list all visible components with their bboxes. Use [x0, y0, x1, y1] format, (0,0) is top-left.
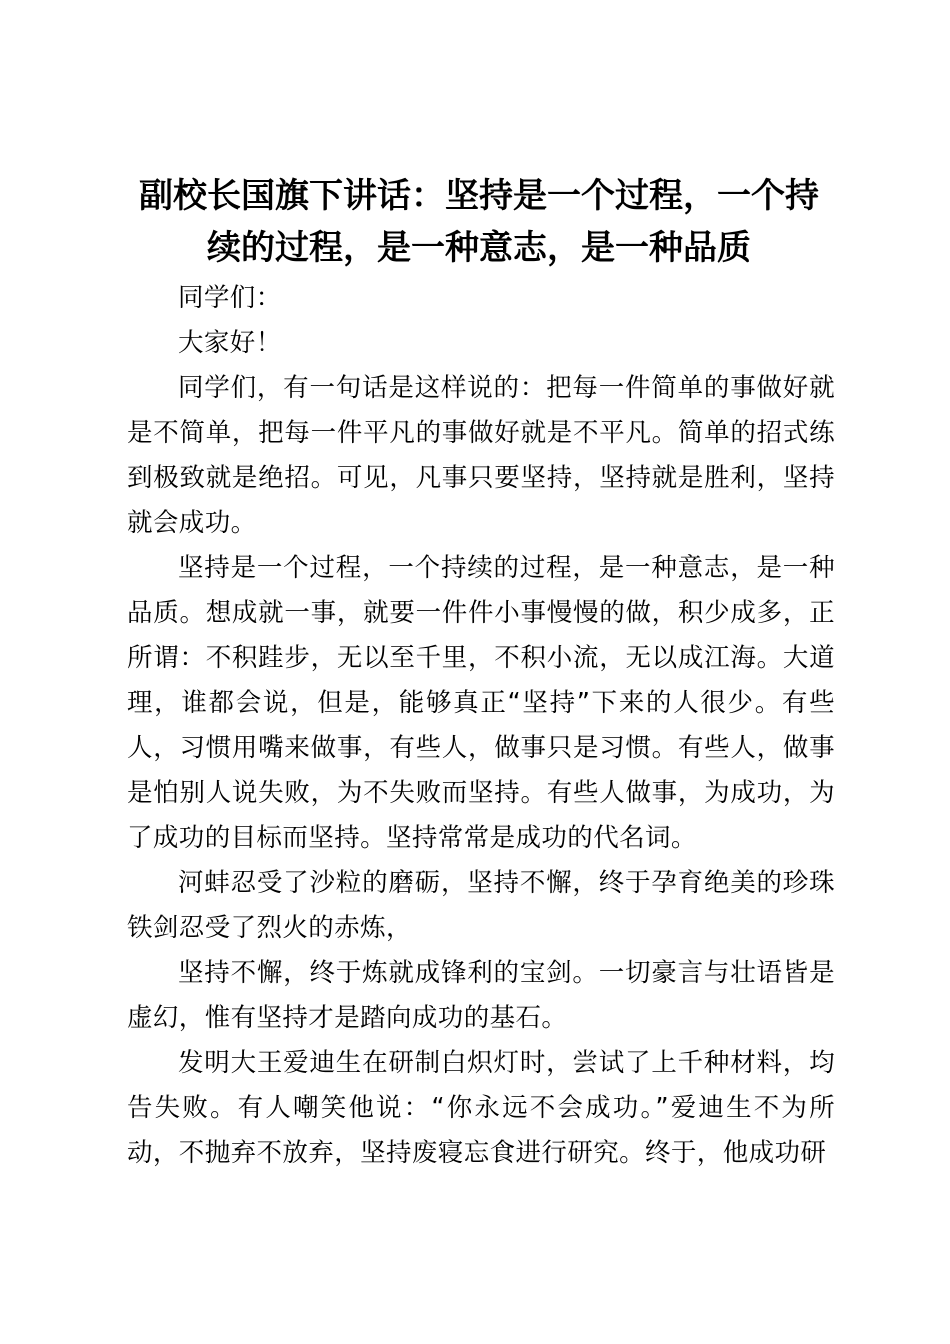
body-paragraph-1: 同学们，有一句话是这样说的：把每一件简单的事做好就是不简单，把每一件平凡的事做好就是不平凡。简单的招式练到极致就是绝招。可见，凡事只要坚持，坚持就是胜利，坚持就会成功。: [127, 373, 835, 538]
page-title: 副校长国旗下讲话：坚持是一个过程，一个持续的过程，是一种意志，是一种品质: [139, 176, 819, 268]
document-body: [127, 276, 835, 1176]
greeting-paragraph: 同学们：: [178, 283, 282, 313]
body-paragraph-3: 河蚌忍受了沙粒的磨砺，坚持不懈，终于孕育绝美的珍珠铁剑忍受了烈火的赤炼，: [127, 868, 835, 943]
body-paragraph-2: 坚持是一个过程，一个持续的过程，是一种意志，是一种品质。想成就一事，就要一件件小事慢慢的做，积少成多，正所谓：不积跬步，无以至千里，不积小流，无以成江海。大道理，谁都会说，但是，能够真正“坚持”下来的人很少。有些人，习惯用嘴来做事，有些人，做事只是习惯。有些人，做事是怕别人说失败，为不失败而坚持。有些人做事，为成功，为了成功的目标而坚持。坚持常常是成功的代名词。: [127, 553, 835, 853]
salutation-paragraph: 大家好！: [178, 328, 282, 358]
body-paragraph-4: 坚持不懈，终于炼就成锋利的宝剑。一切豪言与壮语皆是虚幻，惟有坚持才是踏向成功的基石。: [127, 958, 835, 1033]
body-paragraph-5: 发明大王爱迪生在研制白炽灯时，尝试了上千种材料，均告失败。有人嘲笑他说：“你永远不会成功。”爱迪生不为所动，不抛弃不放弃，坚持废寝忘食进行研究。终于，他成功研: [127, 1048, 835, 1168]
